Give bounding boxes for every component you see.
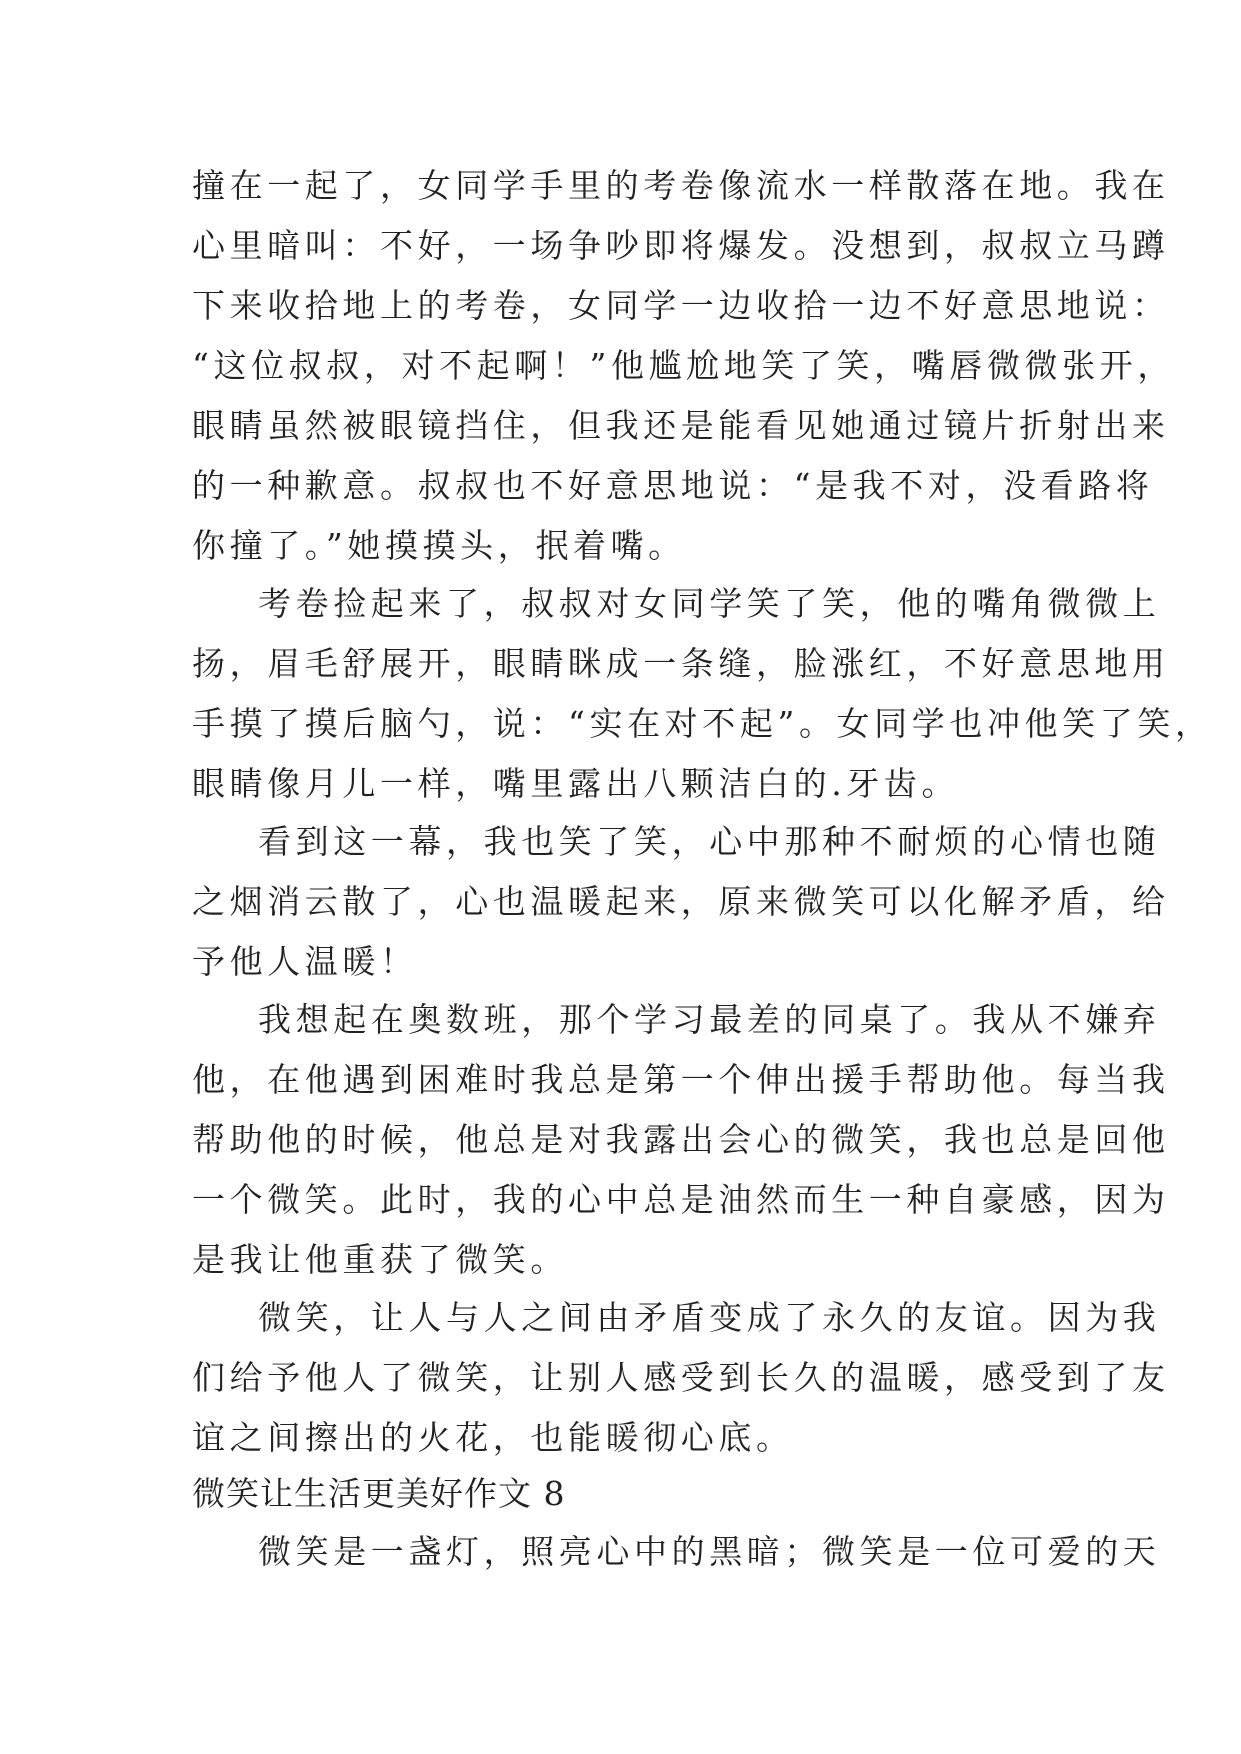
text-line-7: 你撞了。”她摸摸头，抿着嘴。 bbox=[192, 526, 686, 565]
text-line-10: 手摸了摸后脑勺，说：“实在对不起”。女同学也冲他笑了笑， bbox=[192, 704, 1213, 743]
text-line-4: “这位叔叔，对不起啊！”他尴尬地笑了笑，嘴唇微微张开， bbox=[192, 346, 1175, 385]
section-heading: 微笑让生活更美好作文 8 bbox=[192, 1474, 566, 1513]
text-line-2: 心里暗叫：不好，一场争吵即将爆发。没想到，叔叔立马蹲 bbox=[192, 226, 1170, 265]
text-line-8: 考卷捡起来了，叔叔对女同学笑了笑，他的嘴角微微上 bbox=[258, 584, 1161, 623]
text-line-9: 扬，眉毛舒展开，眼睛眯成一条缝，脸涨红，不好意思地用 bbox=[192, 644, 1170, 683]
text-line-15: 我想起在奥数班，那个学习最差的同桌了。我从不嫌弃 bbox=[258, 1000, 1161, 1039]
text-line-17: 帮助他的时候，他总是对我露出会心的微笑，我也总是回他 bbox=[192, 1120, 1170, 1159]
text-line-24: 微笑是一盏灯，照亮心中的黑暗；微笑是一位可爱的天 bbox=[258, 1532, 1161, 1571]
text-line-21: 们给予他人了微笑，让别人感受到长久的温暖，感受到了友 bbox=[192, 1358, 1170, 1397]
text-line-11: 眼睛像月儿一样，嘴里露出八颗洁白的.牙齿。 bbox=[192, 764, 960, 803]
text-line-22: 谊之间擦出的火花，也能暖彻心底。 bbox=[192, 1418, 794, 1457]
text-line-13: 之烟消云散了，心也温暖起来，原来微笑可以化解矛盾，给 bbox=[192, 882, 1170, 921]
text-line-5: 眼睛虽然被眼镜挡住，但我还是能看见她通过镜片折射出来 bbox=[192, 406, 1170, 445]
text-line-6: 的一种歉意。叔叔也不好意思地说：“是我不对，没看路将 bbox=[192, 466, 1154, 505]
text-line-19: 是我让他重获了微笑。 bbox=[192, 1240, 568, 1279]
text-line-20: 微笑，让人与人之间由矛盾变成了永久的友谊。因为我 bbox=[258, 1298, 1161, 1337]
text-line-18: 一个微笑。此时，我的心中总是油然而生一种自豪感，因为 bbox=[192, 1180, 1170, 1219]
text-line-12: 看到这一幕，我也笑了笑，心中那种不耐烦的心情也随 bbox=[258, 822, 1161, 861]
text-line-16: 他，在他遇到困难时我总是第一个伸出援手帮助他。每当我 bbox=[192, 1060, 1170, 1099]
text-line-3: 下来收拾地上的考卷，女同学一边收拾一边不好意思地说： bbox=[192, 286, 1170, 325]
text-line-1: 撞在一起了，女同学手里的考卷像流水一样散落在地。我在 bbox=[192, 166, 1170, 205]
text-line-14: 予他人温暖！ bbox=[192, 942, 418, 981]
